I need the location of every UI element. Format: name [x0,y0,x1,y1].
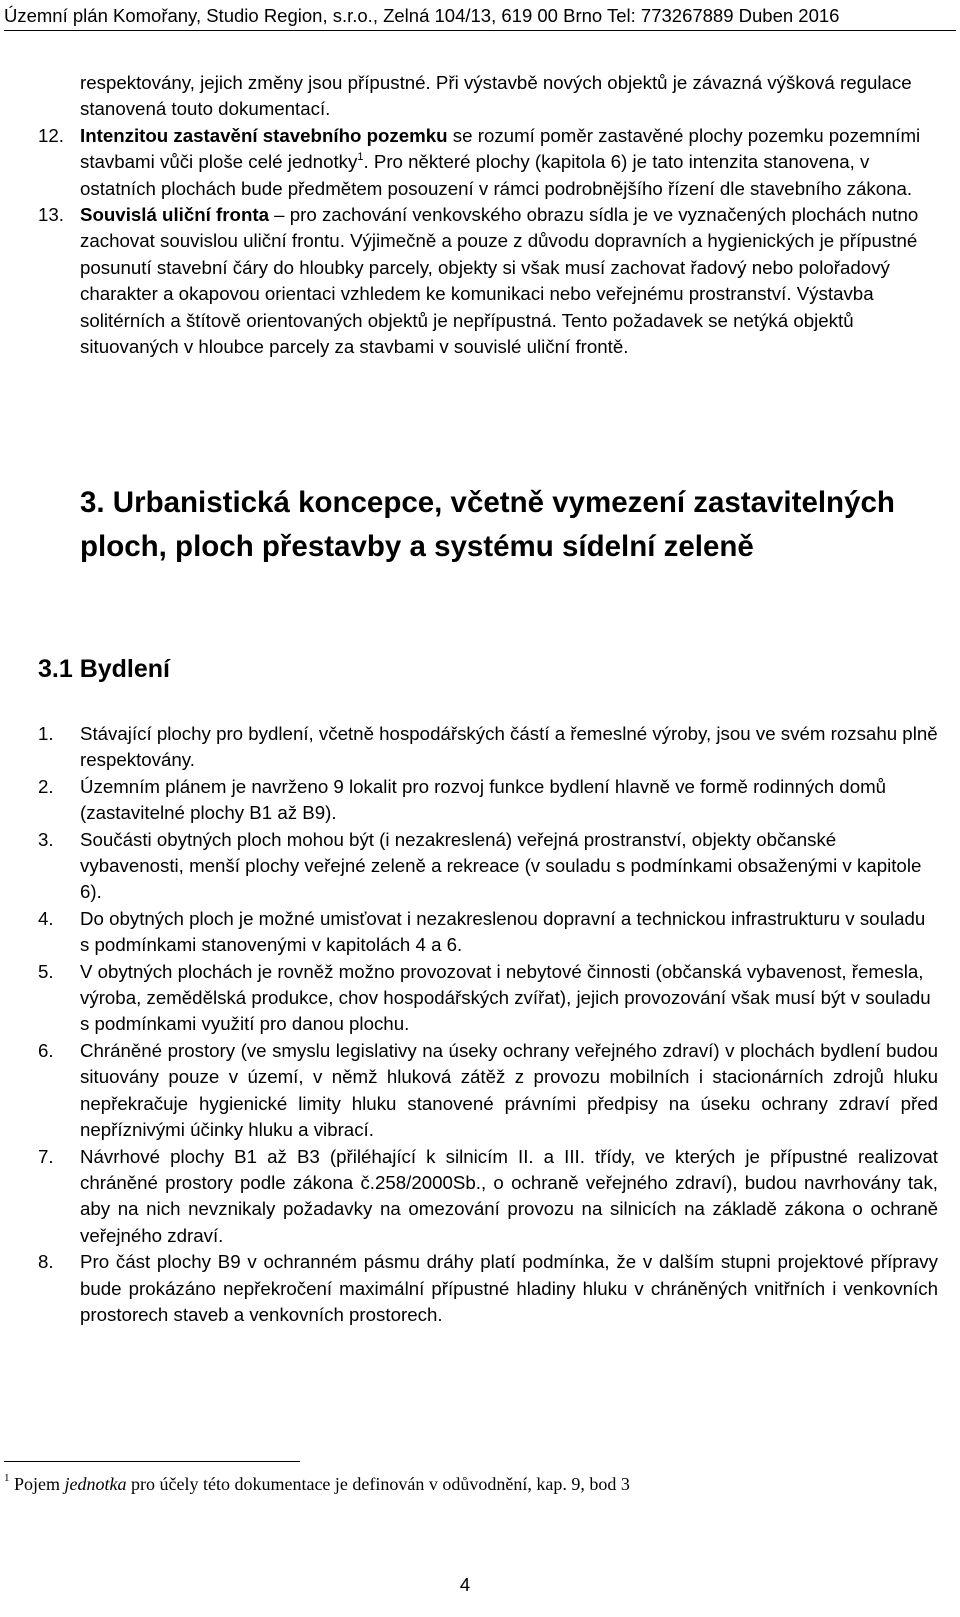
page-number: 4 [459,1574,471,1595]
item-number: 13. [38,204,64,226]
item-text: . Pro některé plochy (kapitola 6) je tato intenzita stanovena, v ostatních plochách bude předmětem posouzení v rámci podrobnějšího řízení dle stavebního zákona. [80,151,913,199]
bydleni-list [38,721,938,1328]
list-item [38,774,938,827]
footnote-number: 1 [4,1472,10,1484]
item-text: Územním plánem je navrženo 9 lokalit pro rozvoj funkce bydlení hlavně ve formě rodinných domů (zastavitelné plochy B1 až B9). [80,775,887,824]
item-text: Pro část plochy B9 v ochranném pásmu dráhy platí podmínka, že v dalším stupni projektové přípravy bude prokázáno nepřekročení maximální přípustné hladiny hluku v chráněných vnitřních i venkovních prostorech staveb a venkovních prostorech. [80,1251,938,1325]
subsection-heading: 3.1 Bydlení [38,655,170,683]
page-header: Územní plán Komořany, Studio Region, s.r.o., Zelná 104/13, 619 00 Brno Tel: 773267889 Duben 2016 [4,5,840,26]
header-divider [4,30,956,31]
item-text: Součásti obytných ploch mohou být (i nezakreslená) veřejná prostranství, objekty občanské vybavenosti, menší plochy veřejné zeleně a rekreace (v souladu s podmínkami obsaženými v kapitole 6). [80,828,922,903]
item-number: 12. [38,124,64,146]
item-number: 5. [38,960,54,982]
item-text: Do obytných ploch je možné umisťovat i nezakreslenou dopravní a technickou infrastrukturu v souladu s podmínkami stanovenými v kapitolách 4 a 6. [80,907,926,956]
list-item [38,721,938,774]
item-text: – pro zachování venkovského obrazu sídla je ve vyznačených plochách nutno zachovat souvislou uliční frontu. Výjimečně a pouze z důvodu dopravních a hygienických je přípustné posunutí stavební čáry do hloubky parcely, objekty si však musí zachovat řadový nebo polořadový charakter a okapovou orientaci vzhledem ke komunikaci nebo veřejnému prostranství. Výstavba solitérních a štítově orientovaných objektů je nepřípustná. Tento požadavek se netýká objektů situovaných v hloubce parcely za stavbami v souvislé uliční frontě. [80,204,919,358]
item-text: Chráněné prostory (ve smyslu legislativy na úseky ochrany veřejného zdraví) v plochách bydlení budou situovány pouze v území, v němž hluková zátěž z provozu mobilních i stacionárních zdrojů hluku nepřekračuje hygienické limity hluku stanovené právními předpisy na úseku ochrany zdraví před nepříznivými účinky hluku a vibrací. [80,1039,938,1141]
list-item [38,1249,938,1328]
item-text: V obytných plochách je rovněž možno provozovat i nebytové činnosti (občanská vybavenost, řemesla, výroba, zemědělská produkce, chov hospodářských zvířat), jejich provozování však musí být v souladu s podmínkami využití pro danou plochu. [80,960,931,1035]
item-number: 8. [38,1251,54,1273]
item-text: se rozumí poměr zastavěné plochy pozemku pozemními stavbami vůči ploše celé jednotky [80,124,921,173]
item-text: Stávající plochy pro bydlení, včetně hospodářských částí a řemeslné výroby, jsou ve svém rozsahu plně respektovány. [80,723,938,771]
top-list [38,70,938,360]
footnote-text: pro účely této dokumentace je definován v odůvodnění, kap. 9, bod 3 [126,1474,630,1494]
footnote-ref[interactable]: 1 [357,150,364,163]
item-text: respektovány, jejich změny jsou přípustné. Při výstavbě nových objektů je závazná výšková regulace stanovená touto dokumentací. [80,72,912,120]
item-text: Návrhové plochy B1 až B3 (přiléhající k silnicím II. a III. třídy, ve kterých je přípustné realizovat chráněné prostory podle zákona č.258/2000Sb., o ochraně veřejného zdraví), budou navrhovány tak, aby na nich nevznikaly požadavky na omezování provozu na silnicích na základě zákona o ochraně veřejného zdraví. [80,1145,938,1246]
footnote-term: jednotka [64,1474,127,1494]
list-item-13 [38,202,938,360]
footnote-divider [4,1461,300,1462]
list-item [38,1144,938,1250]
item-term: Intenzitou zastavění stavebního pozemku [80,124,448,146]
list-item-12 [38,123,938,202]
item-number: 1. [38,723,54,744]
list-item [38,906,938,959]
item-number: 2. [38,775,54,797]
item-number: 7. [38,1145,54,1167]
section-heading: 3. Urbanistická koncepce, včetně vymezení zastavitelných ploch, ploch přestavby a systému sídelní zeleně [80,486,895,563]
list-item [38,827,938,906]
list-item [38,959,938,1038]
list-item-11-continuation [38,70,938,123]
list-item [38,1038,938,1144]
footnote [4,1472,904,1496]
item-number: 4. [38,907,54,929]
item-term: Souvislá uliční fronta [80,204,269,226]
footnote-text: Pojem [9,1474,65,1494]
item-number: 6. [38,1039,54,1061]
item-number: 3. [38,828,54,850]
